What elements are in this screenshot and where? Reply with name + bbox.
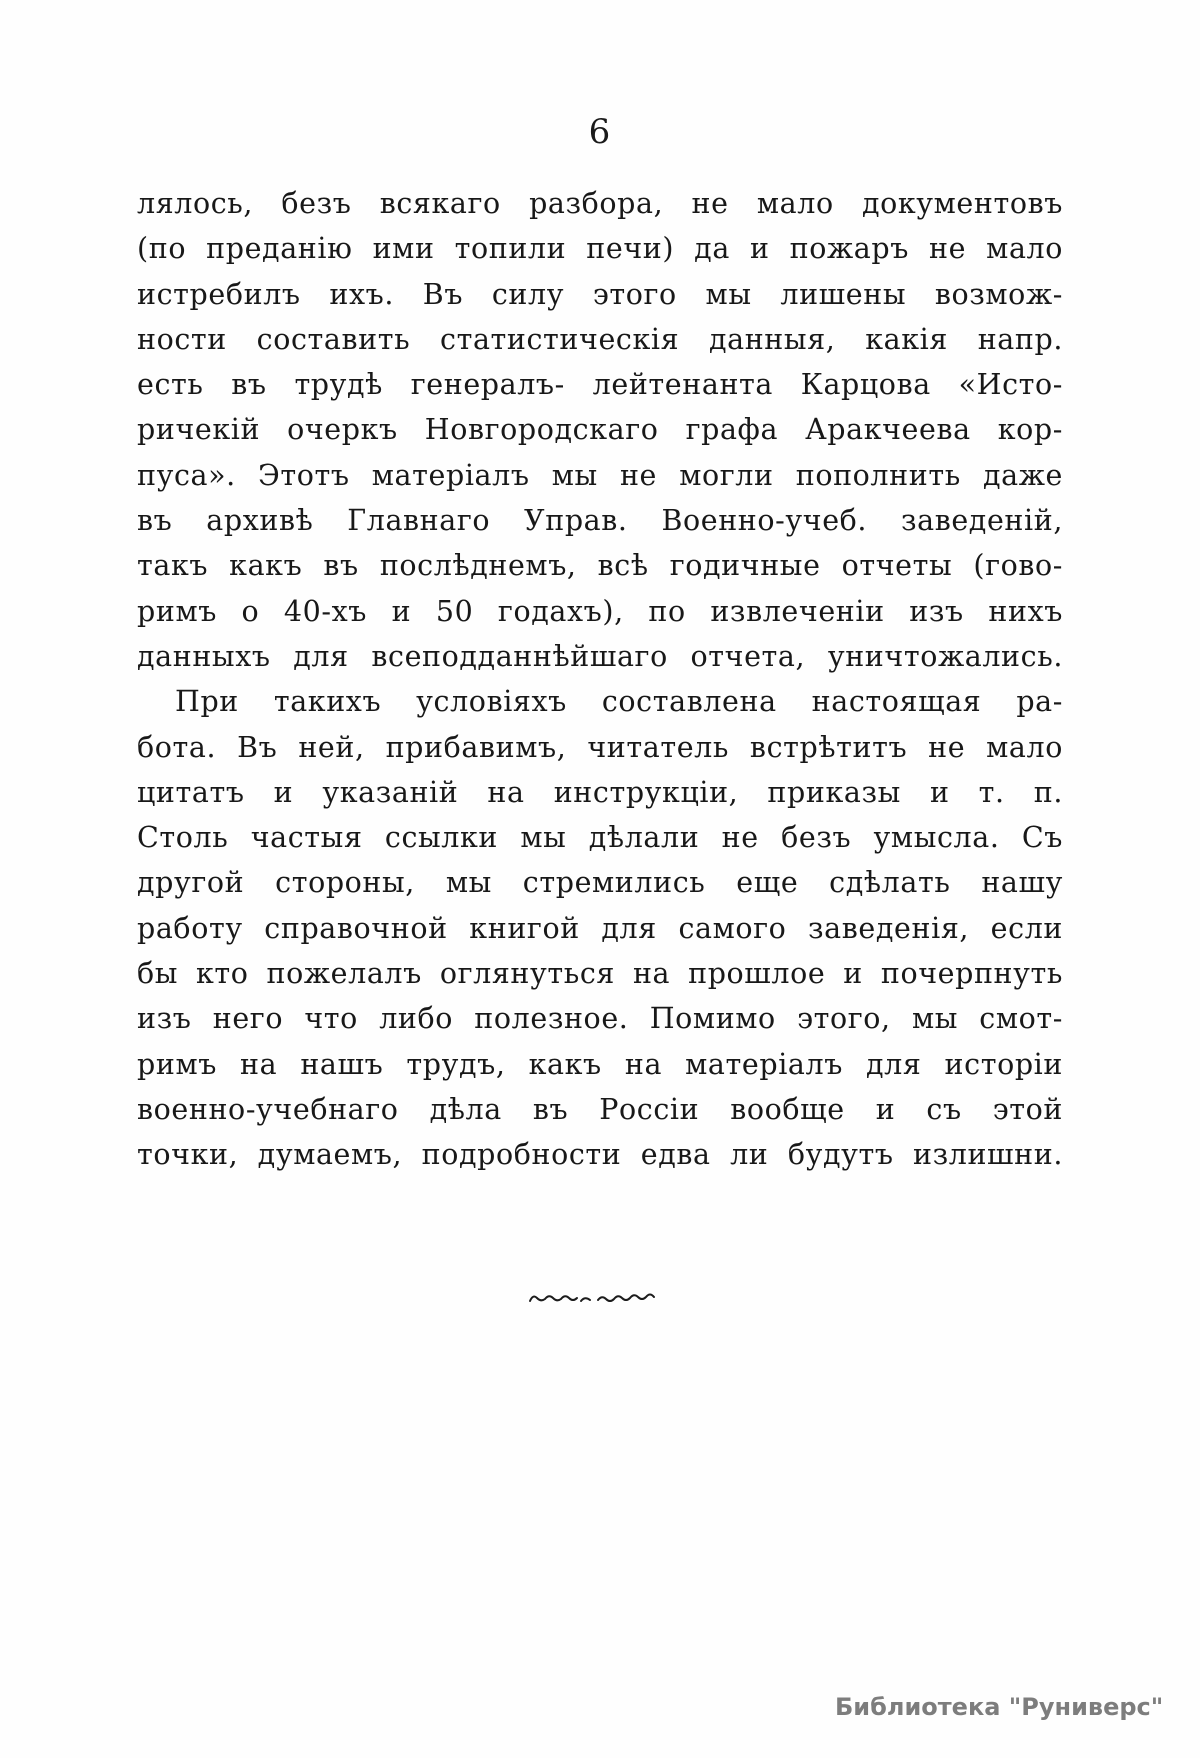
text-line: пуса». Этотъ матеріалъ мы не могли пополнить даже (137, 458, 1063, 492)
text-line: (по преданію ими топили печи) да и пожаръ не мало (137, 232, 1063, 266)
text-line: данныхъ для всеподданнѣйшаго отчета, уничтожались. (137, 639, 1063, 673)
text-line: бота. Въ ней, прибавимъ, читатель встрѣтитъ не мало (137, 730, 1063, 764)
text-line: точки, думаемъ, подробности едва ли будутъ излишни. (137, 1138, 1063, 1172)
text-line: такъ какъ въ послѣднемъ, всѣ годичные отчеты (гово- (137, 549, 1063, 583)
text-line: истребилъ ихъ. Въ силу этого мы лишены возмож- (137, 277, 1063, 311)
text-line: ности составить статистическія данныя, какія напр. (137, 322, 1063, 356)
watermark: Библиотека "Руниверс" (835, 1693, 1164, 1721)
text-line: въ архивѣ Главнаго Управ. Военно-учеб. заведеній, (137, 504, 1063, 538)
text-line: военно-учебнаго дѣла въ Россіи вообще и съ этой (137, 1092, 1063, 1126)
text-line: работу справочной книгой для самого заведенія, если (137, 911, 1063, 945)
text-line: ричекій очеркъ Новгородскаго графа Аракчеева кор- (137, 413, 1063, 447)
text-line: другой стороны, мы стремились еще сдѣлать нашу (137, 866, 1063, 900)
text-line: При такихъ условіяхъ составлена настоящая ра- (175, 685, 1063, 719)
text-line: есть въ трудѣ генералъ- лейтенанта Карцова «Исто- (137, 368, 1063, 402)
text-line: Столь частыя ссылки мы дѣлали не безъ умысла. Съ (137, 821, 1063, 855)
text-line: лялось, безъ всякаго разбора, не мало документовъ (137, 187, 1063, 220)
text-block (137, 181, 1063, 1178)
divider-squiggle (528, 1292, 680, 1306)
text-line: римъ на нашъ трудъ, какъ на матеріалъ для исторіи (137, 1047, 1063, 1081)
text-line: изъ него что либо полезное. Помимо этого, мы смот- (137, 1002, 1063, 1036)
page-number: 6 (588, 112, 612, 152)
text-line: бы кто пожелалъ оглянуться на прошлое и почерпнуть (137, 957, 1063, 991)
text-line: цитатъ и указаній на инструкціи, приказы и т. п. (137, 775, 1063, 809)
text-line: римъ о 40-хъ и 50 годахъ), по извлеченіи изъ нихъ (137, 594, 1063, 628)
